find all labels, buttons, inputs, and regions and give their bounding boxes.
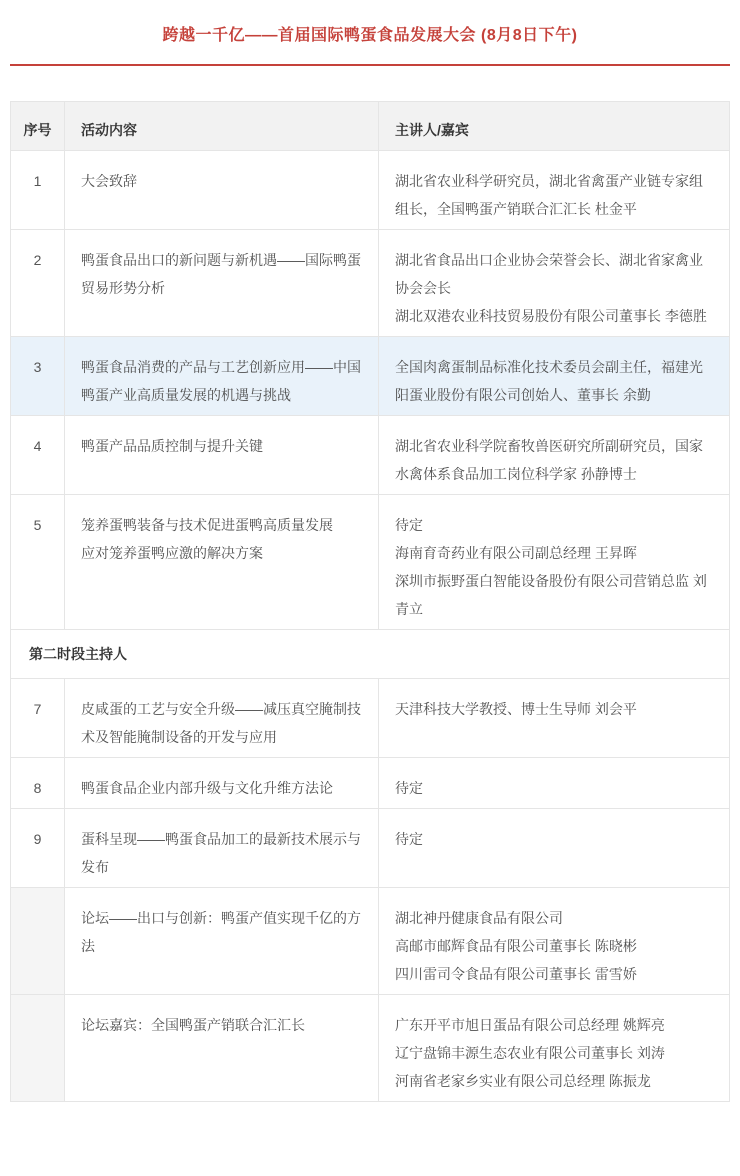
row-number-cell: 1 xyxy=(11,151,65,230)
row-number-cell xyxy=(11,888,65,995)
activity-line: 论坛——出口与创新：鸭蛋产值实现千亿的方法 xyxy=(81,910,361,954)
speakers-cell xyxy=(379,151,730,230)
activity-line: 鸭蛋食品企业内部升级与文化升维方法论 xyxy=(81,780,333,796)
activity-cell xyxy=(65,495,379,630)
table-row xyxy=(11,888,730,995)
speaker-line: 深圳市振野蛋白智能设备股份有限公司营销总监 刘青立 xyxy=(395,573,707,617)
activity-cell xyxy=(65,809,379,888)
activity-cell xyxy=(65,151,379,230)
row-number-cell: 8 xyxy=(11,758,65,809)
speaker-line: 四川雷司令食品有限公司董事长 雷雪娇 xyxy=(395,966,637,982)
speakers-cell xyxy=(379,679,730,758)
activity-line: 应对笼养蛋鸭应激的解决方案 xyxy=(81,545,263,561)
agenda-table xyxy=(10,101,730,1102)
table-row xyxy=(11,151,730,230)
table-row xyxy=(11,995,730,1102)
speaker-line: 湖北双港农业科技贸易股份有限公司董事长 李德胜 xyxy=(395,308,707,324)
table-row xyxy=(11,416,730,495)
section-label: 第二时段主持人 xyxy=(11,630,730,679)
activity-line: 蛋科呈现——鸭蛋食品加工的最新技术展示与发布 xyxy=(81,831,361,875)
speaker-line: 海南育奇药业有限公司副总经理 王昇晖 xyxy=(395,545,637,561)
activity-line: 笼养蛋鸭装备与技术促进蛋鸭高质量发展 xyxy=(81,517,333,533)
speakers-cell xyxy=(379,230,730,337)
speaker-line: 湖北省农业科学研究员，湖北省禽蛋产业链专家组组长，全国鸭蛋产销联合汇汇长 杜金平 xyxy=(395,173,703,217)
agenda-table-container xyxy=(10,101,730,1102)
speaker-line: 湖北省农业科学院畜牧兽医研究所副研究员，国家水禽体系食品加工岗位科学家 孙静博士 xyxy=(395,438,703,482)
page-title: 跨越一千亿——首届国际鸭蛋食品发展大会 (8月8日下午) xyxy=(162,27,578,44)
activity-line: 鸭蛋食品出口的新问题与新机遇——国际鸭蛋贸易形势分析 xyxy=(81,252,361,296)
speakers-cell xyxy=(379,758,730,809)
row-number-cell: 4 xyxy=(11,416,65,495)
row-number-cell: 9 xyxy=(11,809,65,888)
activity-cell xyxy=(65,888,379,995)
row-number-cell xyxy=(11,995,65,1102)
activity-line: 鸭蛋产品品质控制与提升关键 xyxy=(81,438,263,454)
speakers-cell xyxy=(379,809,730,888)
activity-cell xyxy=(65,416,379,495)
header-row xyxy=(11,102,730,151)
activity-cell xyxy=(65,337,379,416)
speaker-line: 待定 xyxy=(395,517,423,533)
speaker-line: 高邮市邮辉食品有限公司董事长 陈晓彬 xyxy=(395,938,637,954)
speaker-line: 待定 xyxy=(395,831,423,847)
speaker-line: 待定 xyxy=(395,780,423,796)
column-header-number: 序号 xyxy=(11,102,65,151)
table-row xyxy=(11,495,730,630)
speakers-cell xyxy=(379,495,730,630)
speaker-line: 湖北神丹健康食品有限公司 xyxy=(395,910,563,926)
table-row xyxy=(11,230,730,337)
row-number-cell: 7 xyxy=(11,679,65,758)
section-row xyxy=(11,630,730,679)
activity-line: 皮咸蛋的工艺与安全升级——减压真空腌制技术及智能腌制设备的开发与应用 xyxy=(81,701,361,745)
table-row xyxy=(11,758,730,809)
activity-cell xyxy=(65,995,379,1102)
row-number-cell: 2 xyxy=(11,230,65,337)
speaker-line: 广东开平市旭日蛋品有限公司总经理 姚辉亮 xyxy=(395,1017,665,1033)
title-divider xyxy=(10,64,730,66)
activity-line: 鸭蛋食品消费的产品与工艺创新应用——中国鸭蛋产业高质量发展的机遇与挑战 xyxy=(81,359,361,403)
speakers-cell xyxy=(379,416,730,495)
speakers-cell xyxy=(379,337,730,416)
row-number-cell: 5 xyxy=(11,495,65,630)
speaker-line: 天津科技大学教授、博士生导师 刘会平 xyxy=(395,701,637,717)
column-header-speakers: 主讲人/嘉宾 xyxy=(379,102,730,151)
row-number-cell: 3 xyxy=(11,337,65,416)
activity-cell xyxy=(65,679,379,758)
speaker-line: 全国肉禽蛋制品标准化技术委员会副主任，福建光阳蛋业股份有限公司创始人、董事长 余勤 xyxy=(395,359,703,403)
activity-line: 论坛嘉宾：全国鸭蛋产销联合汇汇长 xyxy=(81,1017,305,1033)
activity-cell xyxy=(65,758,379,809)
table-row xyxy=(11,337,730,416)
speaker-line: 河南省老家乡实业有限公司总经理 陈振龙 xyxy=(395,1073,651,1089)
speakers-cell xyxy=(379,995,730,1102)
activity-cell xyxy=(65,230,379,337)
column-header-activity: 活动内容 xyxy=(65,102,379,151)
table-row xyxy=(11,809,730,888)
table-row xyxy=(11,679,730,758)
speakers-cell xyxy=(379,888,730,995)
speaker-line: 辽宁盘锦丰源生态农业有限公司董事长 刘涛 xyxy=(395,1045,665,1061)
speaker-line: 湖北省食品出口企业协会荣誉会长、湖北省家禽业协会会长 xyxy=(395,252,703,296)
activity-line: 大会致辞 xyxy=(81,173,137,189)
